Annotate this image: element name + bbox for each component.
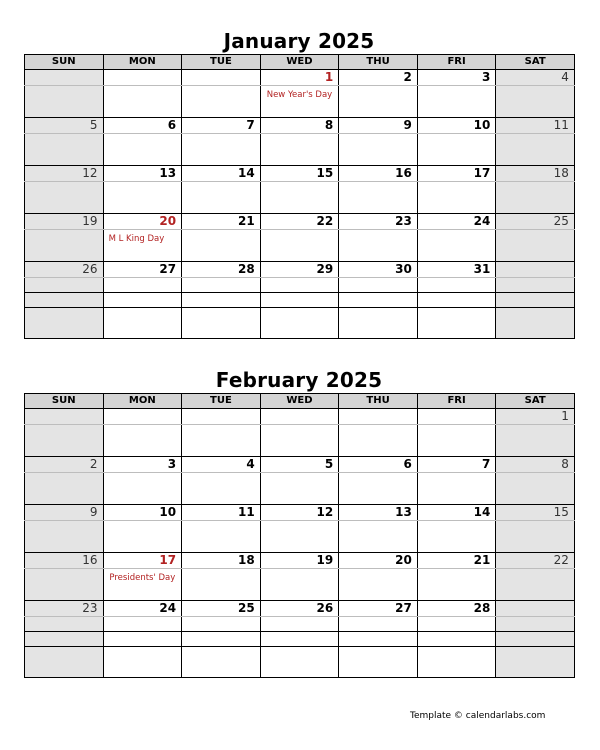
- day-number-cell[interactable]: [496, 214, 575, 230]
- day-cell[interactable]: [182, 230, 261, 262]
- day-cell[interactable]: [260, 134, 339, 166]
- notes-cell[interactable]: [25, 293, 104, 308]
- day-number: 31: [473, 262, 491, 276]
- notes-cell[interactable]: [260, 308, 339, 339]
- notes-cell[interactable]: [25, 647, 104, 678]
- day-number-cell[interactable]: [417, 505, 496, 521]
- day-number: 10: [159, 505, 177, 519]
- day-cell[interactable]: [260, 86, 339, 118]
- weekday-header: THU: [339, 55, 418, 70]
- day-number: 9: [403, 118, 412, 132]
- day-number-cell[interactable]: [417, 214, 496, 230]
- notes-cell[interactable]: [417, 647, 496, 678]
- day-cell[interactable]: [25, 230, 104, 262]
- day-number-cell[interactable]: [339, 409, 418, 425]
- day-cell[interactable]: [339, 473, 418, 505]
- day-cell[interactable]: [417, 134, 496, 166]
- day-cell[interactable]: [417, 182, 496, 214]
- notes-cell[interactable]: [260, 293, 339, 308]
- week-body-row: [25, 278, 575, 293]
- weekday-header: MON: [103, 55, 182, 70]
- day-cell[interactable]: [182, 134, 261, 166]
- day-cell[interactable]: [260, 569, 339, 601]
- notes-cell[interactable]: [496, 308, 575, 339]
- day-number: 11: [553, 118, 569, 132]
- day-cell[interactable]: [25, 134, 104, 166]
- week-number-row: [25, 505, 575, 521]
- day-number-cell[interactable]: [182, 118, 261, 134]
- calendar-grid: [24, 54, 575, 339]
- day-number: 19: [82, 214, 98, 228]
- day-cell[interactable]: [417, 521, 496, 553]
- day-number: 11: [237, 505, 255, 519]
- day-number-cell[interactable]: [496, 118, 575, 134]
- day-cell[interactable]: [103, 134, 182, 166]
- week-body-row: [25, 473, 575, 505]
- day-number-cell[interactable]: [25, 166, 104, 182]
- day-number-cell[interactable]: [339, 214, 418, 230]
- day-number: 28: [237, 262, 255, 276]
- day-cell[interactable]: [339, 521, 418, 553]
- notes-cell[interactable]: [25, 632, 104, 647]
- day-number-cell[interactable]: [496, 505, 575, 521]
- day-number: 22: [553, 553, 569, 567]
- week-body-row: [25, 86, 575, 118]
- day-number-cell[interactable]: [417, 457, 496, 473]
- day-number-cell[interactable]: [182, 166, 261, 182]
- day-cell[interactable]: [182, 521, 261, 553]
- day-cell[interactable]: [496, 425, 575, 457]
- day-number-cell[interactable]: [417, 118, 496, 134]
- month-january: [24, 28, 574, 339]
- day-number: 5: [324, 457, 334, 471]
- day-number-cell[interactable]: [182, 505, 261, 521]
- footer-credit: Template © calendarlabs.com: [410, 711, 546, 721]
- week-number-row: [25, 262, 575, 278]
- day-number-cell[interactable]: [339, 505, 418, 521]
- weekday-header: SUN: [25, 394, 104, 409]
- notes-cell[interactable]: [182, 647, 261, 678]
- day-number: 16: [395, 166, 412, 180]
- day-cell[interactable]: [339, 86, 418, 118]
- day-cell[interactable]: [103, 425, 182, 457]
- day-number-cell[interactable]: [103, 505, 182, 521]
- day-cell[interactable]: [182, 182, 261, 214]
- week-number-row: [25, 166, 575, 182]
- month-title: February 2025: [215, 368, 383, 392]
- day-number: 13: [395, 505, 412, 519]
- notes-cell[interactable]: [417, 632, 496, 647]
- day-cell[interactable]: [182, 473, 261, 505]
- notes-cell[interactable]: [339, 647, 418, 678]
- notes-cell[interactable]: [103, 308, 182, 339]
- day-cell[interactable]: [417, 86, 496, 118]
- day-cell[interactable]: [339, 617, 418, 632]
- day-number-cell[interactable]: [260, 118, 339, 134]
- day-cell[interactable]: [103, 86, 182, 118]
- week-body-row: [25, 521, 575, 553]
- notes-cell[interactable]: [182, 293, 261, 308]
- day-number-cell[interactable]: [25, 409, 104, 425]
- day-number: 15: [553, 505, 569, 519]
- day-number-cell[interactable]: [103, 70, 182, 86]
- week-body-row: [25, 569, 575, 601]
- day-number: 18: [553, 166, 569, 180]
- day-number-cell[interactable]: [339, 601, 418, 617]
- day-cell[interactable]: [25, 473, 104, 505]
- day-number-cell[interactable]: [103, 409, 182, 425]
- holiday-label: New Year's Day: [266, 90, 333, 100]
- day-number-cell[interactable]: [260, 409, 339, 425]
- week-body-row: [25, 134, 575, 166]
- notes-cell[interactable]: [496, 632, 575, 647]
- day-cell[interactable]: [260, 278, 339, 293]
- day-number: 20: [159, 214, 177, 228]
- day-number: 22: [316, 214, 334, 228]
- day-cell[interactable]: [496, 86, 575, 118]
- day-cell[interactable]: [339, 278, 418, 293]
- day-number: 14: [237, 166, 255, 180]
- day-number: 8: [324, 118, 334, 132]
- day-number-cell[interactable]: [25, 553, 104, 569]
- day-number: 9: [89, 505, 98, 519]
- day-number: 29: [316, 262, 334, 276]
- day-number-cell[interactable]: [260, 262, 339, 278]
- notes-cell[interactable]: [339, 632, 418, 647]
- holiday-label: Presidents' Day: [109, 573, 176, 583]
- notes-cell[interactable]: [417, 308, 496, 339]
- day-number-cell[interactable]: [496, 70, 575, 86]
- week-body-row: [25, 182, 575, 214]
- day-number: 13: [159, 166, 177, 180]
- day-number: 27: [159, 262, 177, 276]
- day-number: 23: [82, 601, 98, 615]
- month-february: [24, 367, 574, 678]
- notes-cell[interactable]: [260, 647, 339, 678]
- week-number-row: [25, 553, 575, 569]
- notes-cell[interactable]: [182, 308, 261, 339]
- day-cell[interactable]: [339, 182, 418, 214]
- day-cell[interactable]: [417, 473, 496, 505]
- day-number-cell[interactable]: [25, 262, 104, 278]
- day-cell[interactable]: [339, 134, 418, 166]
- day-cell[interactable]: [260, 182, 339, 214]
- day-number: 10: [473, 118, 491, 132]
- day-cell[interactable]: [25, 521, 104, 553]
- day-cell[interactable]: [339, 569, 418, 601]
- day-number-cell[interactable]: [496, 601, 575, 617]
- notes-cell[interactable]: [339, 293, 418, 308]
- day-number-cell[interactable]: [260, 214, 339, 230]
- day-cell[interactable]: [182, 425, 261, 457]
- day-cell[interactable]: [417, 617, 496, 632]
- day-number: 25: [237, 601, 255, 615]
- day-number: 19: [316, 553, 334, 567]
- day-number-cell[interactable]: [260, 457, 339, 473]
- day-cell[interactable]: [103, 473, 182, 505]
- day-cell[interactable]: [417, 230, 496, 262]
- weekday-header: SAT: [496, 394, 575, 409]
- day-number: 21: [237, 214, 255, 228]
- week-body-row: [25, 425, 575, 457]
- day-number-cell[interactable]: [103, 457, 182, 473]
- day-number-cell[interactable]: [496, 553, 575, 569]
- week-number-row: [25, 409, 575, 425]
- day-number-cell[interactable]: [417, 70, 496, 86]
- day-cell[interactable]: [496, 569, 575, 601]
- weekday-header: FRI: [417, 55, 496, 70]
- day-number-cell[interactable]: [339, 457, 418, 473]
- notes-cell[interactable]: [339, 308, 418, 339]
- day-cell[interactable]: [103, 182, 182, 214]
- weekday-header: TUE: [182, 55, 261, 70]
- day-number: 1: [324, 70, 334, 84]
- day-number-cell[interactable]: [25, 457, 104, 473]
- day-cell[interactable]: [182, 569, 261, 601]
- week-body-row: [25, 617, 575, 632]
- weekday-header: FRI: [417, 394, 496, 409]
- day-number-cell[interactable]: [496, 409, 575, 425]
- day-cell[interactable]: [182, 278, 261, 293]
- day-number: 21: [473, 553, 491, 567]
- day-number-cell[interactable]: [496, 166, 575, 182]
- day-cell[interactable]: [496, 617, 575, 632]
- day-number: 20: [395, 553, 412, 567]
- day-cell[interactable]: [25, 182, 104, 214]
- day-number-cell[interactable]: [25, 505, 104, 521]
- day-number: 23: [395, 214, 412, 228]
- day-cell[interactable]: [103, 521, 182, 553]
- day-cell[interactable]: [103, 230, 182, 262]
- day-number-cell[interactable]: [25, 601, 104, 617]
- notes-row: [25, 632, 575, 647]
- notes-cell[interactable]: [417, 293, 496, 308]
- holiday-label: M L King Day: [108, 234, 165, 244]
- day-number-cell[interactable]: [182, 601, 261, 617]
- day-cell[interactable]: [260, 473, 339, 505]
- week-number-row: [25, 118, 575, 134]
- day-cell[interactable]: [339, 425, 418, 457]
- day-number: 25: [553, 214, 569, 228]
- week-number-row: [25, 70, 575, 86]
- day-number-cell[interactable]: [25, 214, 104, 230]
- day-number: 4: [246, 457, 255, 471]
- day-number: 24: [159, 601, 177, 615]
- notes-cell[interactable]: [496, 293, 575, 308]
- day-number: 15: [316, 166, 334, 180]
- month-title: January 2025: [223, 29, 375, 53]
- day-number-cell[interactable]: [260, 553, 339, 569]
- day-cell[interactable]: [496, 134, 575, 166]
- day-cell[interactable]: [25, 425, 104, 457]
- notes-cell[interactable]: [260, 632, 339, 647]
- day-number: 4: [561, 70, 569, 84]
- weekday-header: TUE: [182, 394, 261, 409]
- day-number: 28: [473, 601, 491, 615]
- day-cell[interactable]: [339, 230, 418, 262]
- day-cell[interactable]: [496, 230, 575, 262]
- day-cell[interactable]: [103, 617, 182, 632]
- notes-cell[interactable]: [25, 308, 104, 339]
- weekday-header: WED: [260, 55, 339, 70]
- day-number-cell[interactable]: [417, 262, 496, 278]
- day-number: 5: [89, 118, 98, 132]
- notes-row: [25, 647, 575, 678]
- day-number-cell[interactable]: [103, 166, 182, 182]
- day-number: 24: [473, 214, 491, 228]
- day-cell[interactable]: [103, 278, 182, 293]
- day-number-cell[interactable]: [339, 70, 418, 86]
- notes-row: [25, 293, 575, 308]
- day-number: 17: [159, 553, 177, 567]
- day-number: 17: [473, 166, 491, 180]
- week-number-row: [25, 457, 575, 473]
- notes-cell[interactable]: [496, 647, 575, 678]
- day-number-cell[interactable]: [182, 409, 261, 425]
- day-number: 12: [82, 166, 98, 180]
- day-number-cell[interactable]: [182, 457, 261, 473]
- day-cell[interactable]: [260, 425, 339, 457]
- day-number: 26: [82, 262, 98, 276]
- day-number-cell[interactable]: [417, 409, 496, 425]
- day-number: 12: [316, 505, 334, 519]
- day-cell[interactable]: [260, 617, 339, 632]
- weekday-header: MON: [103, 394, 182, 409]
- day-cell[interactable]: [25, 569, 104, 601]
- day-number-cell[interactable]: [182, 70, 261, 86]
- day-cell[interactable]: [260, 230, 339, 262]
- day-number-cell[interactable]: [103, 214, 182, 230]
- day-number-cell[interactable]: [417, 601, 496, 617]
- day-number: 27: [395, 601, 412, 615]
- weekday-header: THU: [339, 394, 418, 409]
- day-number-cell[interactable]: [339, 553, 418, 569]
- weekday-header: SUN: [25, 55, 104, 70]
- weekday-header-row: [25, 394, 575, 409]
- day-cell[interactable]: [417, 569, 496, 601]
- calendar-grid: [24, 393, 575, 678]
- day-number-cell[interactable]: [103, 262, 182, 278]
- day-number-cell[interactable]: [496, 457, 575, 473]
- day-number-cell[interactable]: [260, 166, 339, 182]
- day-number: 7: [246, 118, 255, 132]
- day-number: 6: [403, 457, 412, 471]
- week-number-row: [25, 214, 575, 230]
- day-number: 26: [316, 601, 334, 615]
- day-number: 3: [167, 457, 177, 471]
- day-cell[interactable]: [496, 182, 575, 214]
- day-cell[interactable]: [496, 521, 575, 553]
- day-number-cell[interactable]: [182, 553, 261, 569]
- day-number-cell[interactable]: [339, 262, 418, 278]
- day-cell[interactable]: [182, 86, 261, 118]
- day-number-cell[interactable]: [339, 118, 418, 134]
- day-number: 18: [237, 553, 255, 567]
- weekday-header-row: [25, 55, 575, 70]
- day-cell[interactable]: [25, 86, 104, 118]
- day-number-cell[interactable]: [496, 262, 575, 278]
- notes-cell[interactable]: [103, 632, 182, 647]
- notes-cell[interactable]: [182, 632, 261, 647]
- weekday-header: SAT: [496, 55, 575, 70]
- day-number: 30: [395, 262, 412, 276]
- weekday-header: WED: [260, 394, 339, 409]
- day-number: 3: [482, 70, 491, 84]
- day-number-cell[interactable]: [103, 118, 182, 134]
- day-number: 14: [473, 505, 491, 519]
- day-number-cell[interactable]: [260, 70, 339, 86]
- day-number: 1: [561, 409, 569, 423]
- day-cell[interactable]: [103, 569, 182, 601]
- day-number-cell[interactable]: [103, 553, 182, 569]
- day-cell[interactable]: [182, 617, 261, 632]
- day-cell[interactable]: [25, 278, 104, 293]
- day-number-cell[interactable]: [260, 505, 339, 521]
- week-body-row: [25, 230, 575, 262]
- day-number: 8: [561, 457, 569, 471]
- day-number-cell[interactable]: [260, 601, 339, 617]
- day-number-cell[interactable]: [25, 118, 104, 134]
- day-number-cell[interactable]: [25, 70, 104, 86]
- day-cell[interactable]: [25, 617, 104, 632]
- day-cell[interactable]: [417, 425, 496, 457]
- day-number-cell[interactable]: [182, 214, 261, 230]
- day-number: 16: [82, 553, 98, 567]
- day-number-cell[interactable]: [417, 166, 496, 182]
- week-number-row: [25, 601, 575, 617]
- day-cell[interactable]: [417, 278, 496, 293]
- day-number: 6: [167, 118, 177, 132]
- day-number: 7: [482, 457, 491, 471]
- day-number-cell[interactable]: [182, 262, 261, 278]
- day-cell[interactable]: [496, 278, 575, 293]
- notes-cell[interactable]: [103, 293, 182, 308]
- notes-row: [25, 308, 575, 339]
- day-number: 2: [89, 457, 98, 471]
- day-number: 2: [403, 70, 412, 84]
- day-number-cell[interactable]: [103, 601, 182, 617]
- notes-cell[interactable]: [103, 647, 182, 678]
- day-cell[interactable]: [496, 473, 575, 505]
- day-cell[interactable]: [260, 521, 339, 553]
- day-number-cell[interactable]: [417, 553, 496, 569]
- day-number-cell[interactable]: [339, 166, 418, 182]
